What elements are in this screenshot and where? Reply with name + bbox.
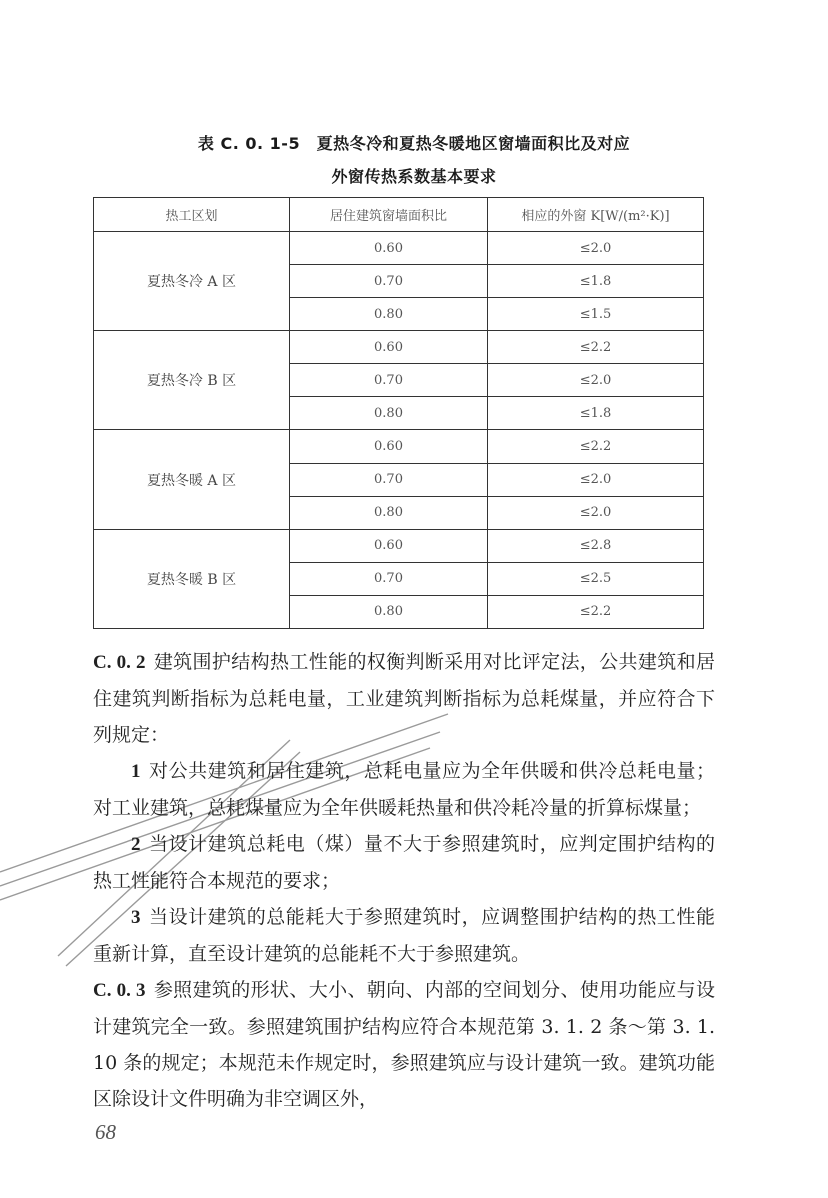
table-subtitle: 外窗传热系数基本要求: [331, 167, 497, 186]
k-cell: ≤2.2: [488, 331, 704, 364]
ratio-cell: 0.70: [290, 463, 488, 496]
table-row: [94, 430, 704, 463]
k-cell: ≤1.8: [488, 265, 704, 298]
k-cell: ≤2.8: [488, 529, 704, 562]
k-cell: ≤2.2: [488, 595, 704, 628]
clause-text: 参照建筑的形状、大小、朝向、内部的空间划分、使用功能应与设计建筑完全一致。参照建筑围护结构应符合本规范第 3. 1. 2 条～第 3. 1. 10 条的规定；本规范未作规定时，参照建筑应与设计建筑一致。建筑功能区除设计文件明确为非空调区外，: [93, 979, 715, 1110]
clause-item-3: [93, 899, 715, 972]
k-cell: ≤2.0: [488, 463, 704, 496]
clause-c02: [93, 644, 715, 753]
ratio-cell: 0.70: [290, 265, 488, 298]
page-number: 68: [95, 1120, 116, 1144]
table-row: [94, 529, 704, 562]
clause-number: C. 0. 3: [93, 980, 146, 1001]
clause-item-2: [93, 826, 715, 899]
zone-cell: 夏热冬暖 B 区: [94, 529, 290, 628]
item-number: 1: [131, 761, 141, 782]
k-cell: ≤2.0: [488, 496, 704, 529]
k-cell: ≤1.5: [488, 298, 704, 331]
k-cell: ≤2.0: [488, 364, 704, 397]
table-row: [94, 232, 704, 265]
k-cell: ≤2.0: [488, 232, 704, 265]
k-cell: ≤2.2: [488, 430, 704, 463]
spec-table: [93, 197, 704, 629]
k-cell: ≤2.5: [488, 562, 704, 595]
ratio-cell: 0.80: [290, 298, 488, 331]
ratio-cell: 0.60: [290, 529, 488, 562]
zone-cell: 夏热冬冷 A 区: [94, 232, 290, 331]
header-ratio: 居住建筑窗墙面积比: [290, 198, 488, 232]
item-text: 当设计建筑的总能耗大于参照建筑时，应调整围护结构的热工性能重新计算，直至设计建筑的总能耗不大于参照建筑。: [93, 906, 715, 965]
clause-c03: [93, 972, 715, 1117]
k-cell: ≤1.8: [488, 397, 704, 430]
zone-cell: 夏热冬冷 B 区: [94, 331, 290, 430]
clause-text: 建筑围护结构热工性能的权衡判断采用对比评定法，公共建筑和居住建筑判断指标为总耗电量，工业建筑判断指标为总耗煤量，并应符合下列规定：: [93, 651, 715, 746]
clause-item-1: [93, 753, 715, 826]
item-text: 对公共建筑和居住建筑，总耗电量应为全年供暖和供冷总耗电量；对工业建筑，总耗煤量应为全年供暖耗热量和供冷耗冷量的折算标煤量；: [93, 760, 715, 819]
zone-cell: 夏热冬暖 A 区: [94, 430, 290, 529]
ratio-cell: 0.70: [290, 364, 488, 397]
item-number: 2: [131, 834, 141, 855]
body-text: [93, 644, 715, 1117]
ratio-cell: 0.80: [290, 496, 488, 529]
table-row: [94, 331, 704, 364]
clause-number: C. 0. 2: [93, 652, 146, 673]
header-k-value: 相应的外窗 K[W/(m²·K)]: [488, 198, 704, 232]
ratio-cell: 0.80: [290, 397, 488, 430]
ratio-cell: 0.60: [290, 430, 488, 463]
table-title: 表 C. 0. 1-5 夏热冬冷和夏热冬暖地区窗墙面积比及对应: [197, 134, 631, 153]
item-number: 3: [131, 907, 141, 928]
item-text: 当设计建筑总耗电（煤）量不大于参照建筑时，应判定围护结构的热工性能符合本规范的要求；: [93, 833, 715, 892]
ratio-cell: 0.80: [290, 595, 488, 628]
ratio-cell: 0.70: [290, 562, 488, 595]
table-header-row: [94, 198, 704, 232]
ratio-cell: 0.60: [290, 232, 488, 265]
ratio-cell: 0.60: [290, 331, 488, 364]
header-zone: 热工区划: [94, 198, 290, 232]
